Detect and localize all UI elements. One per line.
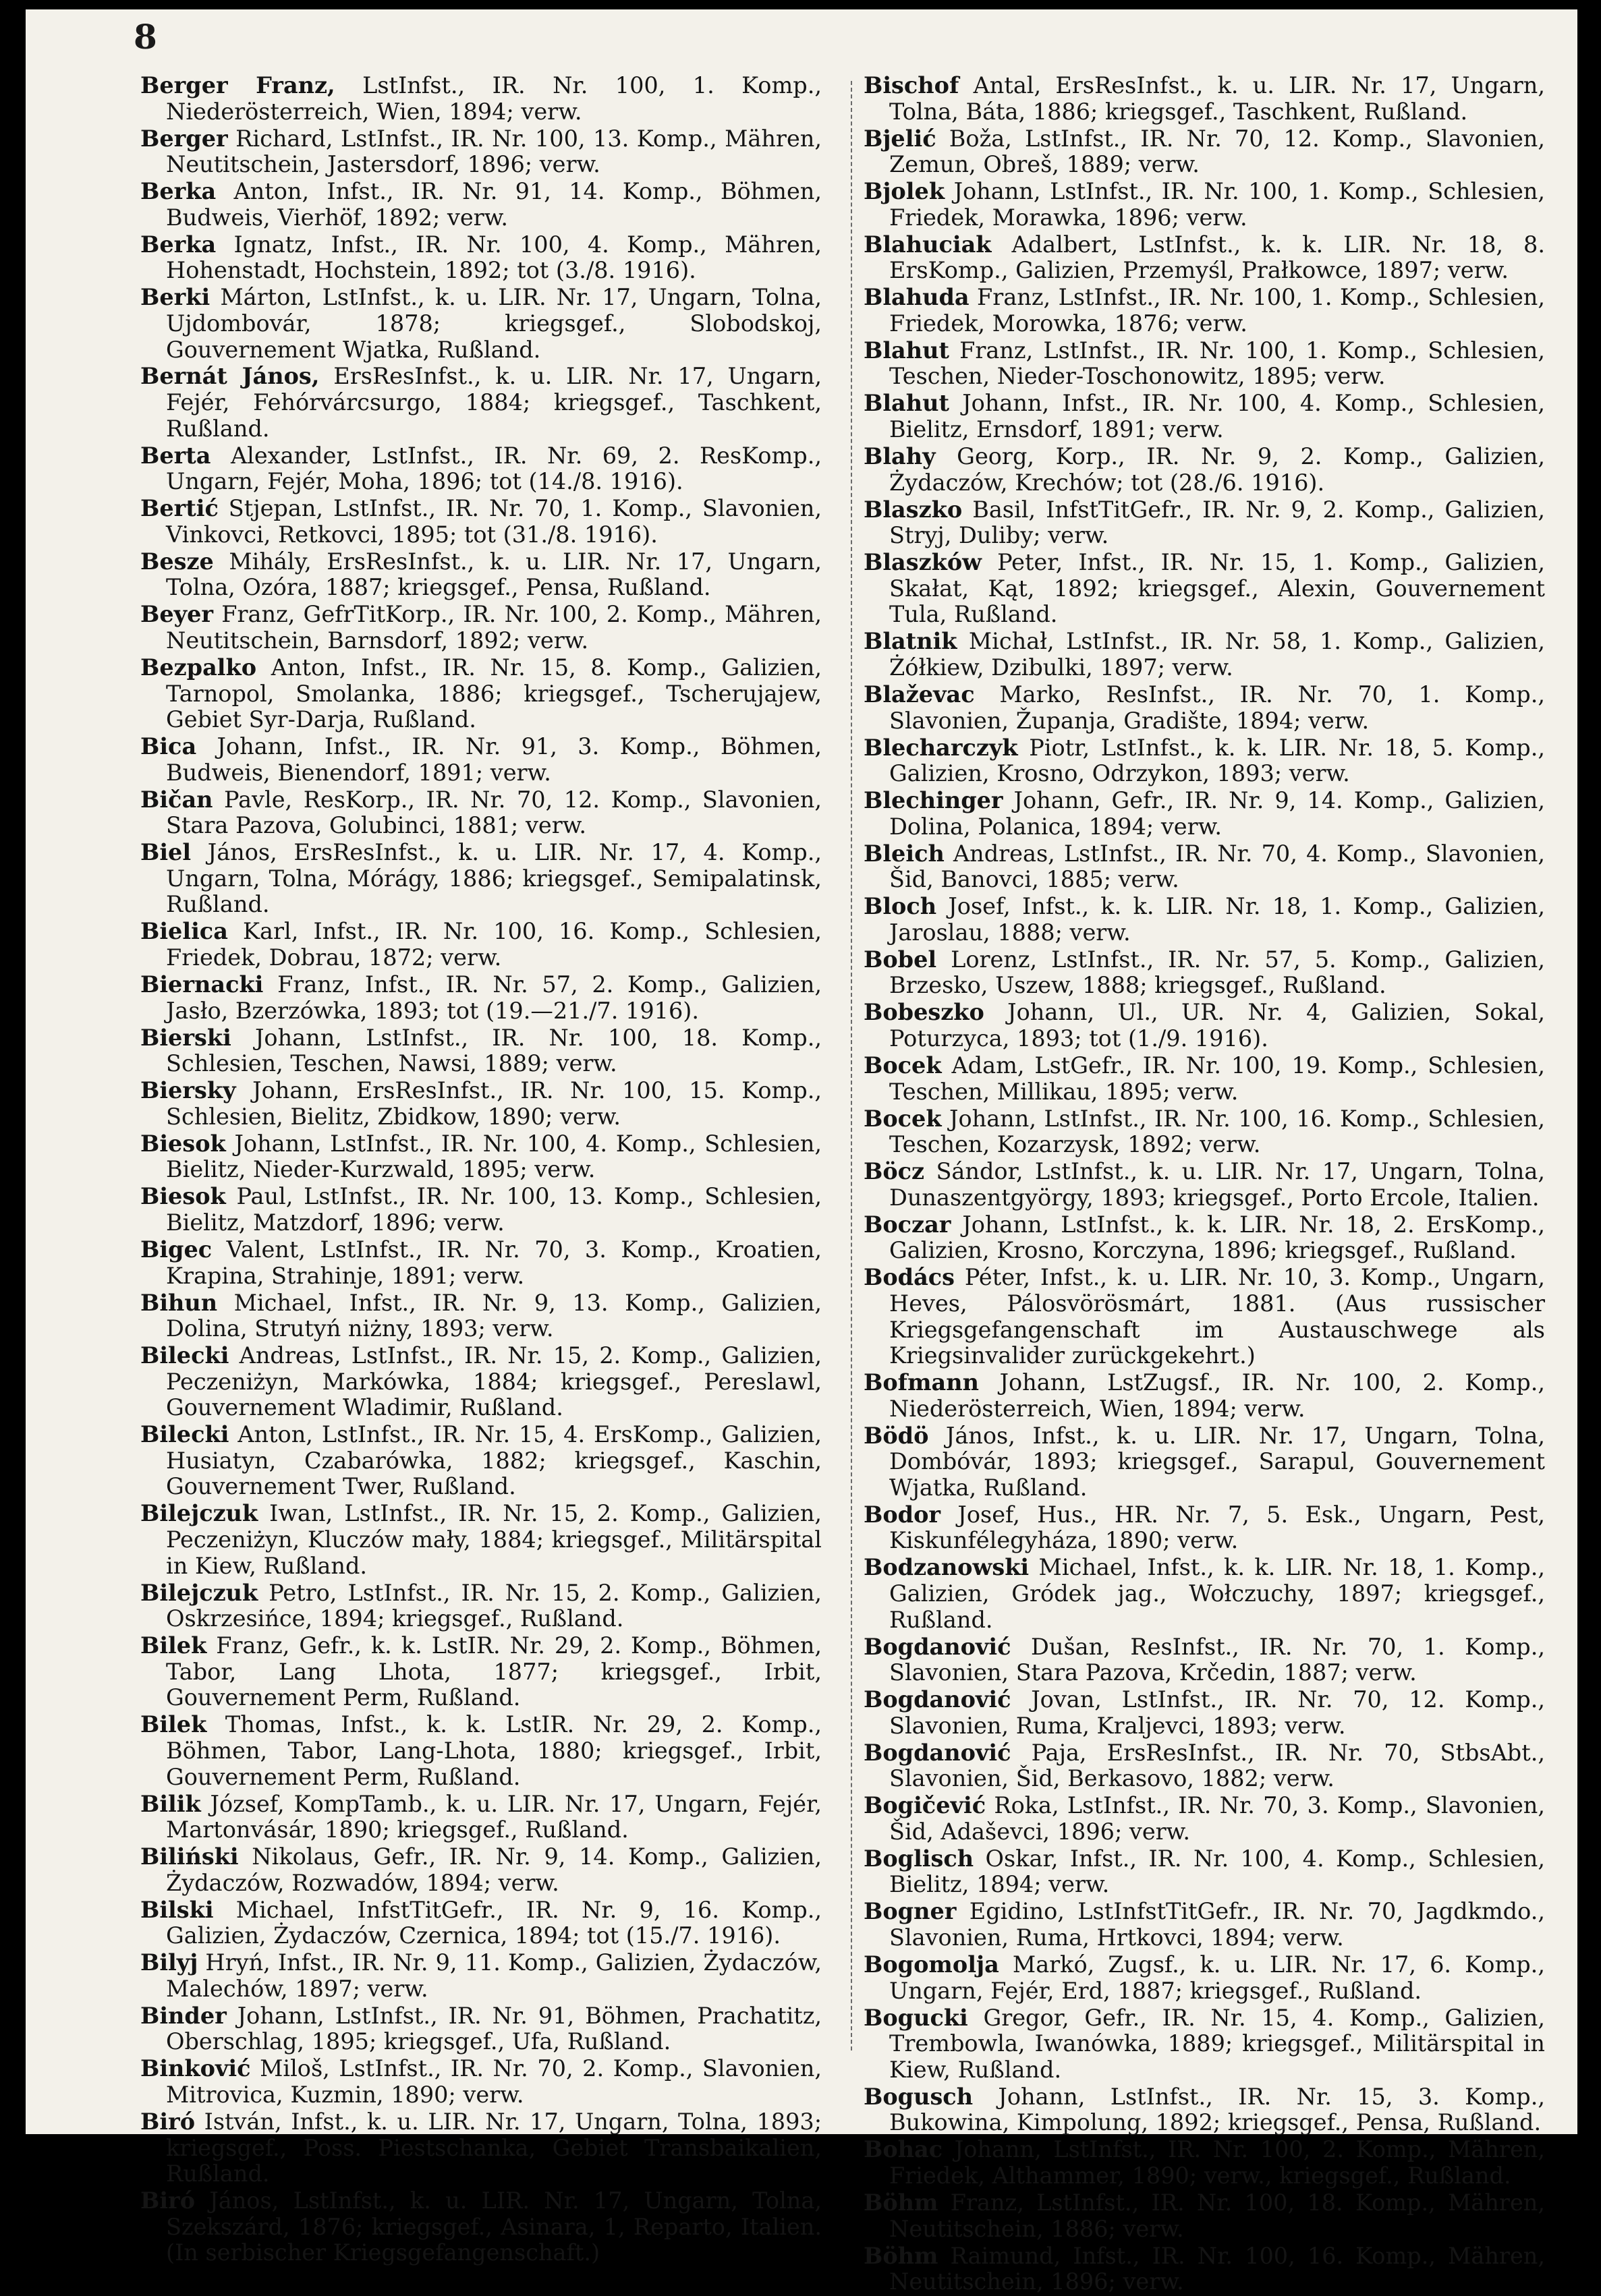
entry-details: Andreas, LstInfst., IR. Nr. 70, 4. Komp., Slavonien, Šid, Banovci, 1885; verw. — [889, 840, 1545, 893]
entry-surname: Bogdanović — [864, 1686, 1011, 1713]
casualty-entry — [864, 788, 1545, 840]
entry-surname: Blechinger — [864, 787, 1003, 814]
entry-details: Nikolaus, Gefr., IR. Nr. 9, 14. Komp., Galizien, Żydaczów, Rozwadów, 1894; verw. — [166, 1843, 822, 1896]
entry-details: Anton, Infst., IR. Nr. 91, 14. Komp., Böhmen, Budweis, Vierhöf, 1892; verw. — [166, 178, 822, 231]
entry-surname: Biesok — [140, 1183, 226, 1210]
entry-surname: Bica — [140, 733, 197, 760]
entry-details: Josef, Infst., k. k. LIR. Nr. 18, 1. Komp., Galizien, Jaroslau, 1888; verw. — [889, 893, 1545, 946]
entry-details: Valent, LstInfst., IR. Nr. 70, 3. Komp., Kroatien, Krapina, Strahinje, 1891; verw. — [166, 1236, 822, 1289]
casualty-entry — [864, 73, 1545, 125]
entry-details: Franz, LstInfst., IR. Nr. 100, 1. Komp., Schlesien, Friedek, Morowka, 1876; verw. — [889, 284, 1545, 337]
entry-surname: Böhm — [864, 2242, 938, 2269]
entry-surname: Bocek — [864, 1052, 942, 1079]
entry-details: Johann, LstInfst., IR. Nr. 15, 3. Komp., Bukowina, Kimpolung, 1892; kriegsgef., Pensa, Rußland. — [889, 2083, 1545, 2136]
casualty-entry — [140, 602, 822, 654]
casualty-entry — [864, 1793, 1545, 1845]
entry-surname: Bobel — [864, 946, 937, 973]
entry-details: Péter, Infst., k. u. LIR. Nr. 10, 3. Komp., Ungarn, Heves, Pálosvörösmárt, 1881. (Aus russischer Kriegsgefangenschaft im Austauschwege als Kriegsinvalider zurückgekehrt.) — [889, 1264, 1545, 1369]
entry-surname: Bogucki — [864, 2004, 968, 2031]
entry-details: Peter, Infst., IR. Nr. 15, 1. Komp., Galizien, Skałat, Kąt, 1892; kriegsgef., Alexin, Gouvernement Tula, Rußland. — [889, 549, 1545, 628]
entry-surname: Boczar — [864, 1211, 951, 1238]
casualty-entry — [140, 787, 822, 839]
entry-surname: Bilejczuk — [140, 1579, 258, 1606]
casualty-entry — [864, 947, 1545, 999]
casualty-entry — [864, 391, 1545, 442]
entry-details: Johann, LstZugsf., IR. Nr. 100, 2. Komp., Niederösterreich, Wien, 1894; verw. — [889, 1369, 1545, 1422]
entry-details: Johann, Infst., IR. Nr. 100, 4. Komp., Schlesien, Bielitz, Ernsdorf, 1891; verw. — [889, 390, 1545, 443]
entry-details: Oskar, Infst., IR. Nr. 100, 4. Komp., Schlesien, Bielitz, 1894; verw. — [889, 1845, 1545, 1898]
entry-surname: Bezpalko — [140, 654, 257, 681]
casualty-entry — [140, 734, 822, 786]
entry-details: Michael, InfstTitGefr., IR. Nr. 9, 16. Komp., Galizien, Żydaczów, Czernica, 1894; tot (15./7. 1916). — [166, 1896, 822, 1949]
casualty-entry — [140, 1712, 822, 1790]
casualty-entry — [140, 1950, 822, 2002]
entry-surname: Bleich — [864, 840, 945, 867]
entry-details: Alexander, LstInfst., IR. Nr. 69, 2. ResKomp., Ungarn, Fejér, Moha, 1896; tot (14./8. 1916). — [166, 442, 822, 495]
entry-surname: Bielica — [140, 918, 228, 945]
entry-surname: Beyer — [140, 601, 214, 628]
entry-surname: Besze — [140, 548, 214, 575]
entry-surname: Bilecki — [140, 1342, 229, 1369]
entry-details: Ignatz, Infst., IR. Nr. 100, 4. Komp., Mähren, Hohenstadt, Hochstein, 1892; tot (3./8. 1916). — [166, 231, 822, 284]
casualty-entry — [864, 179, 1545, 231]
entry-surname: Binković — [140, 2055, 251, 2082]
casualty-entry — [864, 1423, 1545, 1501]
casualty-entry — [140, 1791, 822, 1843]
entry-details: Petro, LstInfst., IR. Nr. 15, 2. Komp., Galizien, Oskrzesińce, 1894; kriegsgef., Rußland. — [166, 1579, 822, 1632]
entry-details: József, KompTamb., k. u. LIR. Nr. 17, Ungarn, Fejér, Martonvásár, 1890; kriegsgef., Rußland. — [166, 1790, 822, 1843]
entry-details: Markó, Zugsf., k. u. LIR. Nr. 17, 6. Komp., Ungarn, Fejér, Erd, 1887; kriegsgef., Rußland. — [889, 1951, 1545, 2004]
entry-details: Egidino, LstInfstTitGefr., IR. Nr. 70, Jagdkmdo., Slavonien, Ruma, Hrtkovci, 1894; verw. — [889, 1898, 1545, 1951]
entry-details: Raimund, Infst., IR. Nr. 100, 16. Komp., Mähren, Neutitschein, 1896; verw. — [889, 2242, 1545, 2295]
entry-details: Karl, Infst., IR. Nr. 100, 16. Komp., Schlesien, Friedek, Dobrau, 1872; verw. — [166, 918, 822, 971]
casualty-entry — [864, 682, 1545, 734]
entry-surname: Berger — [140, 125, 228, 152]
entry-surname: Bogner — [864, 1898, 957, 1925]
casualty-entry — [864, 1502, 1545, 1554]
casualty-entry — [140, 364, 822, 442]
entry-surname: Bodzanowski — [864, 1554, 1030, 1581]
casualty-entry — [864, 1159, 1545, 1211]
entry-details: Paul, LstInfst., IR. Nr. 100, 13. Komp., Schlesien, Bielitz, Matzdorf, 1896; verw. — [166, 1183, 822, 1236]
entry-details: Hryń, Infst., IR. Nr. 9, 11. Komp., Galizien, Żydaczów, Malechów, 1897; verw. — [166, 1949, 822, 2002]
entry-surname: Bogičević — [864, 1792, 986, 1819]
casualty-entry — [140, 73, 822, 125]
casualty-entry — [140, 1580, 822, 1632]
entry-details: János, ErsResInfst., k. u. LIR. Nr. 17, 4. Komp., Ungarn, Tolna, Mórágy, 1886; kriegsgef., Semipalatinsk, Rußland. — [166, 839, 822, 918]
entry-surname: Berta — [140, 442, 211, 469]
entry-surname: Bihun — [140, 1289, 218, 1316]
entry-details: Marko, ResInfst., IR. Nr. 70, 1. Komp., Slavonien, Županja, Gradište, 1894; verw. — [889, 681, 1545, 734]
entry-surname: Bilecki — [140, 1421, 229, 1448]
entry-surname: Bilyj — [140, 1949, 198, 1976]
casualty-entry — [140, 1184, 822, 1236]
casualty-entry — [140, 655, 822, 733]
entry-surname: Bloch — [864, 893, 937, 920]
casualty-entry — [140, 232, 822, 284]
entry-details: Márton, LstInfst., k. u. LIR. Nr. 17, Ungarn, Tolna, Ujdombovár, 1878; kriegsgef., Slobodskoj, Gouvernement Wjatka, Rußland. — [166, 284, 822, 363]
entry-details: István, Infst., k. u. LIR. Nr. 17, Ungarn, Tolna, 1893; kriegsgef., Poss. Piestschanka, Gebiet Transbaikalien, Rußland. — [166, 2108, 822, 2187]
casualty-entry — [864, 1952, 1545, 2004]
entry-surname: Bilek — [140, 1632, 207, 1659]
entry-details: Basil, InfstTitGefr., IR. Nr. 9, 2. Komp., Galizien, Stryj, Duliby; verw. — [889, 496, 1545, 549]
entry-details: ErsResInfst., k. u. LIR. Nr. 17, Ungarn, Fejér, Fehórvárcsurgo, 1884; kriegsgef., Taschkent, Rußland. — [166, 363, 822, 442]
entry-details: LstInfst., IR. Nr. 100, 1. Komp., Niederösterreich, Wien, 1894; verw. — [166, 72, 822, 125]
casualty-entry — [864, 1634, 1545, 1686]
entry-surname: Berka — [140, 231, 217, 258]
entry-details: Anton, Infst., IR. Nr. 15, 8. Komp., Galizien, Tarnopol, Smolanka, 1886; kriegsgef., Tscherujajew, Gebiet Syr-Darja, Rußland. — [166, 654, 822, 733]
entry-surname: Berki — [140, 284, 210, 311]
entry-surname: Bogdanović — [864, 1739, 1011, 1766]
entry-details: Michael, Infst., IR. Nr. 9, 13. Komp., Galizien, Dolina, Strutyń niżny, 1893; verw. — [166, 1289, 822, 1342]
entry-surname: Böcz — [864, 1158, 925, 1185]
entry-surname: Biliński — [140, 1843, 239, 1870]
entry-details: János, LstInfst., k. u. LIR. Nr. 17, Ungarn, Tolna, Szekszárd, 1876; kriegsgef., Asinara, 1, Reparto, Italien. (In serbischer Kriegsgefangenschaft.) — [166, 2187, 822, 2266]
entry-details: János, Infst., k. u. LIR. Nr. 17, Ungarn, Tolna, Dombóvár, 1893; kriegsgef., Sarapul, Gouvernement Wjatka, Rußland. — [889, 1422, 1545, 1501]
entry-surname: Bilski — [140, 1896, 214, 1923]
entry-details: Michał, LstInfst., IR. Nr. 58, 1. Komp., Galizien, Żółkiew, Dzibulki, 1897; verw. — [889, 628, 1545, 681]
casualty-entry — [864, 2005, 1545, 2084]
column-divider — [851, 81, 853, 2050]
casualty-entry — [140, 1290, 822, 1342]
casualty-entry — [140, 840, 822, 918]
entry-surname: Blahuciak — [864, 231, 992, 258]
casualty-entry — [140, 1897, 822, 1949]
entry-surname: Blaszko — [864, 496, 963, 523]
entry-surname: Bjolek — [864, 178, 945, 205]
entry-surname: Bierski — [140, 1024, 231, 1051]
entry-surname: Blahy — [864, 443, 936, 470]
casualty-entry — [864, 1687, 1545, 1739]
casualty-entry — [140, 496, 822, 548]
entry-details: Johann, LstInfst., IR. Nr. 91, Böhmen, Prachatitz, Oberschlag, 1895; kriegsgef., Ufa, Rußland. — [166, 2002, 822, 2055]
casualty-entry — [140, 126, 822, 178]
casualty-entry — [864, 1265, 1545, 1369]
entry-details: Jovan, LstInfst., IR. Nr. 70, 12. Komp., Slavonien, Ruma, Kraljevci, 1893; verw. — [889, 1686, 1545, 1739]
casualty-entry — [864, 2190, 1545, 2242]
entry-surname: Biernacki — [140, 971, 264, 998]
entry-surname: Bodács — [864, 1264, 955, 1291]
entry-surname: Bischof — [864, 72, 959, 98]
entry-surname: Bilek — [140, 1711, 207, 1738]
casualty-entry — [140, 972, 822, 1024]
entry-details: Johann, Gefr., IR. Nr. 9, 14. Komp., Galizien, Dolina, Polanica, 1894; verw. — [889, 787, 1545, 840]
left-column — [140, 73, 822, 2267]
entry-details: Johann, LstInfst., k. k. LIR. Nr. 18, 2. ErsKomp., Galizien, Krosno, Korczyna, 1896; kriegsgef., Rußland. — [889, 1211, 1545, 1264]
entry-surname: Bigec — [140, 1236, 213, 1263]
entry-surname: Bohac — [864, 2136, 943, 2163]
entry-details: Antal, ErsResInfst., k. u. LIR. Nr. 17, Ungarn, Tolna, Báta, 1886; kriegsgef., Taschkent, Rußland. — [889, 72, 1545, 125]
casualty-entry — [140, 1343, 822, 1421]
casualty-entry — [140, 1078, 822, 1130]
entry-details: Mihály, ErsResInfst., k. u. LIR. Nr. 17, Ungarn, Tolna, Ozóra, 1887; kriegsgef., Pensa, Rußland. — [166, 548, 822, 601]
entry-details: Paja, ErsResInfst., IR. Nr. 70, StbsAbt., Slavonien, Šid, Berkasovo, 1882; verw. — [889, 1739, 1545, 1792]
entry-details: Josef, Hus., HR. Nr. 7, 5. Esk., Ungarn, Pest, Kiskunfélegyháza, 1890; verw. — [889, 1501, 1545, 1554]
entry-surname: Biel — [140, 839, 192, 866]
casualty-entry — [864, 1106, 1545, 1158]
entry-details: Piotr, LstInfst., k. k. LIR. Nr. 18, 5. Komp., Galizien, Krosno, Odrzykon, 1893; verw. — [889, 734, 1545, 787]
casualty-entry — [864, 894, 1545, 946]
entry-surname: Blaževac — [864, 681, 975, 708]
entry-surname: Blahuda — [864, 284, 970, 311]
casualty-entry — [864, 550, 1545, 628]
entry-surname: Biersky — [140, 1077, 236, 1104]
entry-surname: Bogusch — [864, 2083, 974, 2110]
casualty-entry — [140, 1844, 822, 1896]
casualty-entry — [140, 1131, 822, 1183]
entry-surname: Biró — [140, 2187, 196, 2214]
casualty-entry — [864, 2084, 1545, 2136]
casualty-entry — [140, 549, 822, 601]
casualty-entry — [140, 1501, 822, 1579]
casualty-entry — [140, 1422, 822, 1500]
entry-surname: Bofmann — [864, 1369, 979, 1396]
casualty-entry — [864, 444, 1545, 496]
entry-details: Johann, LstInfst., IR. Nr. 100, 18. Komp., Schlesien, Teschen, Nawsi, 1889; verw. — [166, 1024, 822, 1077]
casualty-entry — [864, 841, 1545, 893]
entry-details: Iwan, LstInfst., IR. Nr. 15, 2. Komp., Galizien, Peczeniżyn, Kluczów mały, 1884; kriegsgef., Militärspital in Kiew, Rußland. — [166, 1500, 822, 1579]
casualty-entry — [864, 629, 1545, 681]
entry-details: Thomas, Infst., k. k. LstIR. Nr. 29, 2. Komp., Böhmen, Tabor, Lang-Lhota, 1880; kriegsgef., Irbit, Gouvernement Perm, Rußland. — [166, 1711, 822, 1790]
entry-surname: Bodor — [864, 1501, 941, 1528]
entry-surname: Bödö — [864, 1422, 929, 1449]
entry-details: Adalbert, LstInfst., k. k. LIR. Nr. 18, 8. ErsKomp., Galizien, Przemyśl, Prałkowce, 1897; verw. — [889, 231, 1545, 284]
entry-surname: Boglisch — [864, 1845, 974, 1872]
casualty-entry — [864, 1000, 1545, 1052]
entry-surname: Binder — [140, 2002, 227, 2029]
entry-details: Georg, Korp., IR. Nr. 9, 2. Komp., Galizien, Żydaczów, Krechów; tot (28./6. 1916). — [889, 443, 1545, 496]
entry-surname: Bernát János, — [140, 363, 320, 390]
entry-surname: Blahut — [864, 390, 949, 417]
entry-details: Anton, LstInfst., IR. Nr. 15, 4. ErsKomp., Galizien, Husiatyn, Czabarówka, 1882; kriegsgef., Kaschin, Gouvernement Twer, Rußland. — [166, 1421, 822, 1500]
casualty-entry — [864, 1370, 1545, 1422]
casualty-entry — [864, 1555, 1545, 1633]
casualty-entry — [864, 285, 1545, 337]
casualty-entry — [140, 2056, 822, 2108]
entry-details: Gregor, Gefr., IR. Nr. 15, 4. Komp., Galizien, Trembowla, Iwanówka, 1889; kriegsgef., Militärspital in Kiew, Rußland. — [889, 2004, 1545, 2083]
entry-surname: Bičan — [140, 786, 213, 813]
casualty-entry — [140, 2188, 822, 2266]
entry-details: Johann, ErsResInfst., IR. Nr. 100, 15. Komp., Schlesien, Bielitz, Zbidkow, 1890; verw. — [166, 1077, 822, 1130]
entry-details: Johann, LstInfst., IR. Nr. 100, 2. Komp., Mähren, Friedek, Althammer, 1890; verw., kriegsgef., Rußland. — [889, 2136, 1545, 2189]
casualty-entry — [140, 919, 822, 971]
entry-surname: Bogdanović — [864, 1633, 1011, 1660]
entry-details: Boža, LstInfst., IR. Nr. 70, 12. Komp., Slavonien, Zemun, Obreš, 1889; verw. — [889, 125, 1545, 178]
casualty-entry — [864, 338, 1545, 390]
entry-details: Pavle, ResKorp., IR. Nr. 70, 12. Komp., Slavonien, Stara Pazova, Golubinci, 1881; verw. — [166, 786, 822, 839]
entry-details: Johann, LstInfst., IR. Nr. 100, 1. Komp., Schlesien, Friedek, Morawka, 1896; verw. — [889, 178, 1545, 231]
casualty-entry — [140, 1237, 822, 1289]
casualty-entry — [864, 1053, 1545, 1105]
casualty-entry — [864, 232, 1545, 284]
entry-details: Franz, LstInfst., IR. Nr. 100, 1. Komp., Schlesien, Teschen, Nieder-Toschonowitz, 1895; verw. — [889, 337, 1545, 390]
entry-details: Roka, LstInfst., IR. Nr. 70, 3. Komp., Slavonien, Šid, Adaševci, 1896; verw. — [889, 1792, 1545, 1845]
entry-details: Adam, LstGefr., IR. Nr. 100, 19. Komp., Schlesien, Teschen, Millikau, 1895; verw. — [889, 1052, 1545, 1105]
entry-surname: Biesok — [140, 1130, 226, 1157]
right-column — [864, 73, 1545, 2296]
entry-details: Johann, LstInfst., IR. Nr. 100, 4. Komp., Schlesien, Bielitz, Nieder-Kurzwald, 1895; verw. — [166, 1130, 822, 1183]
entry-details: Richard, LstInfst., IR. Nr. 100, 13. Komp., Mähren, Neutitschein, Jastersdorf, 1896; verw. — [166, 125, 822, 178]
casualty-entry — [864, 735, 1545, 787]
entry-surname: Biró — [140, 2108, 196, 2135]
entry-details: Stjepan, LstInfst., IR. Nr. 70, 1. Komp., Slavonien, Vinkovci, Retkovci, 1895; tot (31./8. 1916). — [166, 495, 822, 548]
page-number: 8 — [134, 17, 157, 57]
entry-details: Andreas, LstInfst., IR. Nr. 15, 2. Komp., Galizien, Peczeniżyn, Markówka, 1884; kriegsgef., Pereslawl, Gouvernement Wladimir, Rußland. — [166, 1342, 822, 1421]
entry-surname: Böhm — [864, 2189, 938, 2216]
casualty-entry — [864, 1846, 1545, 1898]
casualty-entry — [864, 2243, 1545, 2295]
entry-surname: Bilejczuk — [140, 1500, 258, 1527]
casualty-entry — [140, 2003, 822, 2055]
casualty-entry — [140, 443, 822, 495]
entry-details: Sándor, LstInfst., k. u. LIR. Nr. 17, Ungarn, Tolna, Dunaszentgyörgy, 1893; kriegsgef., Porto Ercole, Italien. — [889, 1158, 1545, 1211]
entry-surname: Bocek — [864, 1105, 942, 1132]
entry-details: Franz, LstInfst., IR. Nr. 100, 18. Komp., Mähren, Neutitschein, 1886; verw. — [889, 2189, 1545, 2242]
casualty-entry — [864, 1740, 1545, 1792]
entry-surname: Blaszków — [864, 549, 982, 576]
entry-details: Johann, Infst., IR. Nr. 91, 3. Komp., Böhmen, Budweis, Bienendorf, 1891; verw. — [166, 733, 822, 786]
casualty-entry — [140, 285, 822, 363]
casualty-entry — [864, 1212, 1545, 1264]
entry-surname: Blatnik — [864, 628, 957, 655]
entry-surname: Bobeszko — [864, 999, 984, 1026]
casualty-entry — [864, 1899, 1545, 1951]
entry-surname: Berka — [140, 178, 217, 205]
entry-details: Miloš, LstInfst., IR. Nr. 70, 2. Komp., Slavonien, Mitrovica, Kuzmin, 1890; verw. — [166, 2055, 822, 2108]
entry-details: Lorenz, LstInfst., IR. Nr. 57, 5. Komp., Galizien, Brzesko, Uszew, 1888; kriegsgef., Rußland. — [889, 946, 1545, 999]
entry-details: Johann, LstInfst., IR. Nr. 100, 16. Komp., Schlesien, Teschen, Kozarzysk, 1892; verw. — [889, 1105, 1545, 1158]
entry-details: Dušan, ResInfst., IR. Nr. 70, 1. Komp., Slavonien, Stara Pazova, Krčedin, 1887; verw. — [889, 1633, 1545, 1686]
casualty-entry — [140, 2109, 822, 2187]
entry-details: Michael, Infst., k. k. LIR. Nr. 18, 1. Komp., Galizien, Gródek jag., Wołczuchy, 1897; kriegsgef., Rußland. — [889, 1554, 1545, 1633]
casualty-entry — [864, 126, 1545, 178]
entry-details: Franz, Infst., IR. Nr. 57, 2. Komp., Galizien, Jasło, Bzerzówka, 1893; tot (19.—21./7. 1916). — [166, 971, 822, 1024]
casualty-entry — [140, 1025, 822, 1077]
entry-details: Johann, Ul., UR. Nr. 4, Galizien, Sokal, Poturzyca, 1893; tot (1./9. 1916). — [889, 999, 1545, 1052]
casualty-entry — [140, 1633, 822, 1711]
casualty-entry — [864, 497, 1545, 549]
entry-surname: Blecharczyk — [864, 734, 1018, 761]
entry-surname: Berger Franz, — [140, 72, 335, 98]
entry-surname: Bilik — [140, 1790, 201, 1817]
entry-surname: Bjelić — [864, 125, 936, 152]
entry-surname: Bertić — [140, 495, 219, 522]
entry-details: Franz, Gefr., k. k. LstIR. Nr. 29, 2. Komp., Böhmen, Tabor, Lang Lhota, 1877; kriegsgef., Irbit, Gouvernement Perm, Rußland. — [166, 1632, 822, 1711]
entry-details: Franz, GefrTitKorp., IR. Nr. 100, 2. Komp., Mähren, Neutitschein, Barnsdorf, 1892; verw. — [166, 601, 822, 654]
casualty-entry — [140, 179, 822, 231]
entry-surname: Blahut — [864, 337, 949, 364]
entry-surname: Bogomolja — [864, 1951, 999, 1978]
